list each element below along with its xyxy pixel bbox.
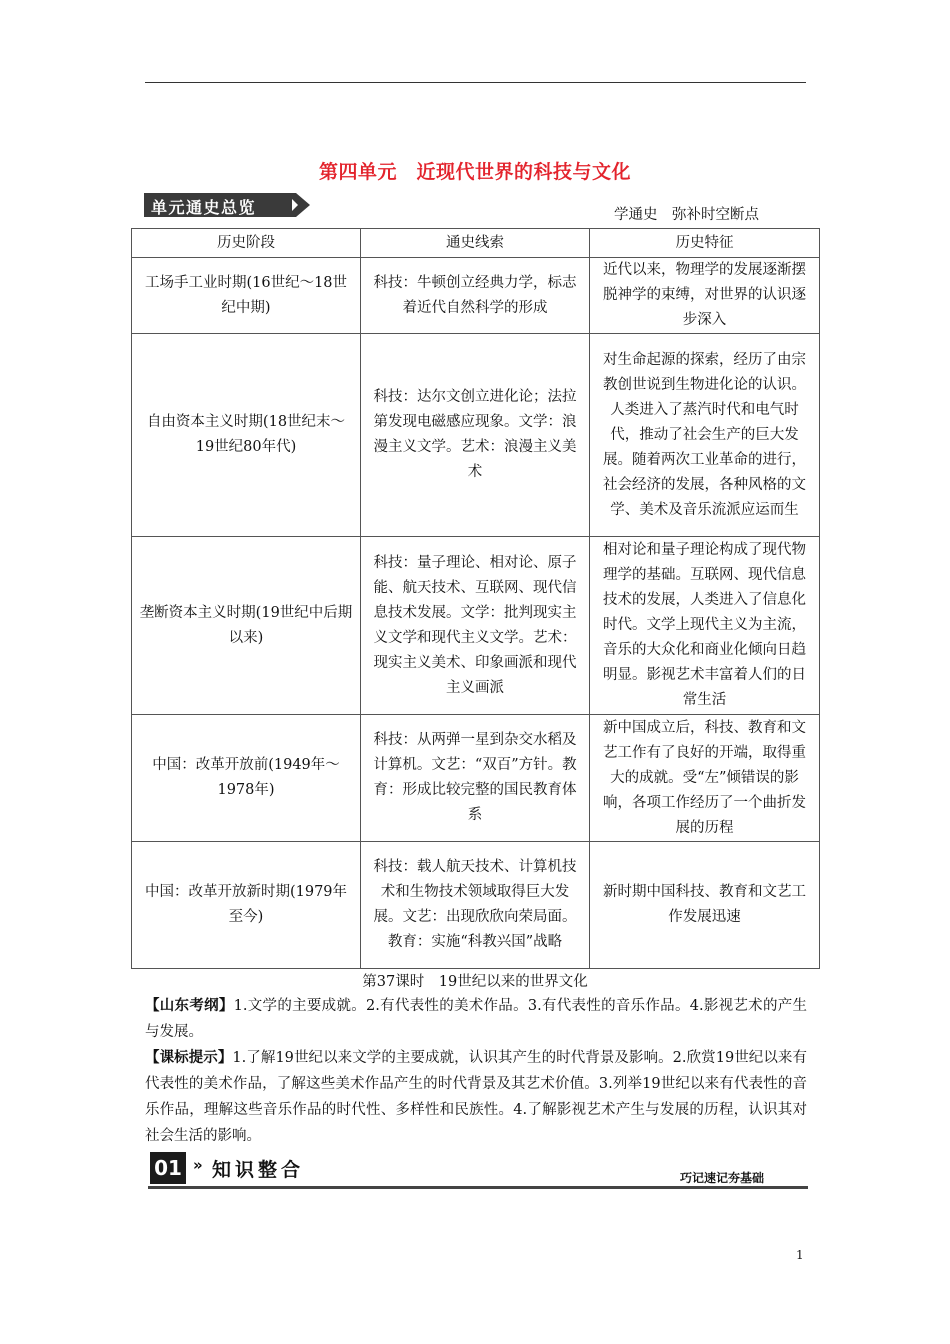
section-subtitle: 巧记速记夯基础 bbox=[679, 1171, 764, 1185]
page-number: 1 bbox=[796, 1248, 804, 1262]
section-rule bbox=[148, 1186, 808, 1189]
slogan: 学通史 弥补时空断点 bbox=[614, 207, 759, 223]
unit-title: 第四单元 近现代世界的科技与文化 bbox=[318, 161, 631, 183]
exam-outline-tag: 【山东考纲】 bbox=[145, 997, 234, 1014]
table-row bbox=[132, 537, 820, 715]
table-row bbox=[132, 715, 820, 842]
clue-cell: 科技：载人航天技术、计算机技术和生物技术领域取得巨大发展。文艺：出现欣欣向荣局面。教育：实施“科教兴国”战略 bbox=[361, 842, 590, 969]
stage-cell: 垄断资本主义时期(19世纪中后期以来) bbox=[132, 537, 361, 715]
curriculum-standard-paragraph bbox=[145, 1045, 807, 1149]
feature-cell: 对生命起源的探索，经历了由宗教创世说到生物进化论的认识。人类进入了蒸汽时代和电气时代，推动了社会生产的巨大发展。随着两次工业革命的进行，社会经济的发展，各种风格的文学、美术及音乐流派应运而生 bbox=[590, 334, 820, 537]
exam-outline-paragraph bbox=[145, 993, 807, 1045]
section-title: 知识整合 bbox=[212, 1159, 305, 1181]
history-overview-table bbox=[131, 228, 820, 969]
stage-cell: 自由资本主义时期(18世纪末～19世纪80年代) bbox=[132, 334, 361, 537]
curriculum-standard-text: 1.了解19世纪以来文学的主要成就，认识其产生的时代背景及影响。2.欣赏19世纪以来有代表性的美术作品，了解这些美术作品产生的时代背景及其艺术价值。3.列举19世纪以来有代表性的音乐作品，理解这些音乐作品的时代性、多样性和民族性。4.了解影视艺术产生与发展的历程，认识其对社会生活的影响。 bbox=[145, 1050, 807, 1144]
clue-cell: 科技：牛顿创立经典力学，标志着近代自然科学的形成 bbox=[361, 258, 590, 334]
feature-cell: 新时期中国科技、教育和文艺工作发展迅速 bbox=[590, 842, 820, 969]
banner-label: 单元通史总览 bbox=[151, 198, 257, 217]
column-header: 历史特征 bbox=[590, 229, 820, 258]
table-header-row bbox=[132, 229, 820, 258]
header-rule bbox=[145, 82, 806, 83]
table-row bbox=[132, 258, 820, 334]
section-number: 01 bbox=[150, 1152, 186, 1184]
table-row bbox=[132, 334, 820, 537]
feature-cell: 新中国成立后，科技、教育和文艺工作有了良好的开端，取得重大的成就。受“左”倾错误的影响，各项工作经历了一个曲折发展的历程 bbox=[590, 715, 820, 842]
lesson-title: 第37课时 19世纪以来的世界文化 bbox=[362, 974, 588, 990]
exam-outline-text: 1.文学的主要成就。2.有代表性的美术作品。3.有代表性的音乐作品。4.影视艺术的产生与发展。 bbox=[145, 998, 808, 1040]
clue-cell: 科技：量子理论、相对论、原子能、航天技术、互联网、现代信息技术发展。文学：批判现实主义文学和现代主义文学。艺术：现实主义美术、印象画派和现代主义画派 bbox=[361, 537, 590, 715]
clue-cell: 科技：达尔文创立进化论；法拉第发现电磁感应现象。文学：浪漫主义文学。艺术：浪漫主义美术 bbox=[361, 334, 590, 537]
column-header: 通史线索 bbox=[361, 229, 590, 258]
column-header: 历史阶段 bbox=[132, 229, 361, 258]
clue-cell: 科技：从两弹一星到杂交水稻及计算机。文艺：“双百”方针。教育：形成比较完整的国民教育体系 bbox=[361, 715, 590, 842]
stage-cell: 工场手工业时期(16世纪～18世纪中期) bbox=[132, 258, 361, 334]
feature-cell: 近代以来，物理学的发展逐渐摆脱神学的束缚，对世界的认识逐步深入 bbox=[590, 258, 820, 334]
curriculum-standard-tag: 【课标提示】 bbox=[145, 1049, 233, 1066]
feature-cell: 相对论和量子理论构成了现代物理学的基础。互联网、现代信息技术的发展，人类进入了信息化时代。文学上现代主义为主流，音乐的大众化和商业化倾向日趋明显。影视艺术丰富着人们的日常生活 bbox=[590, 537, 820, 715]
unit-overview-banner bbox=[144, 193, 310, 217]
table-row bbox=[132, 842, 820, 969]
section-header bbox=[148, 1152, 808, 1188]
stage-cell: 中国：改革开放前(1949年～1978年) bbox=[132, 715, 361, 842]
stage-cell: 中国：改革开放新时期(1979年至今) bbox=[132, 842, 361, 969]
double-chevron-icon: » bbox=[193, 1156, 203, 1174]
